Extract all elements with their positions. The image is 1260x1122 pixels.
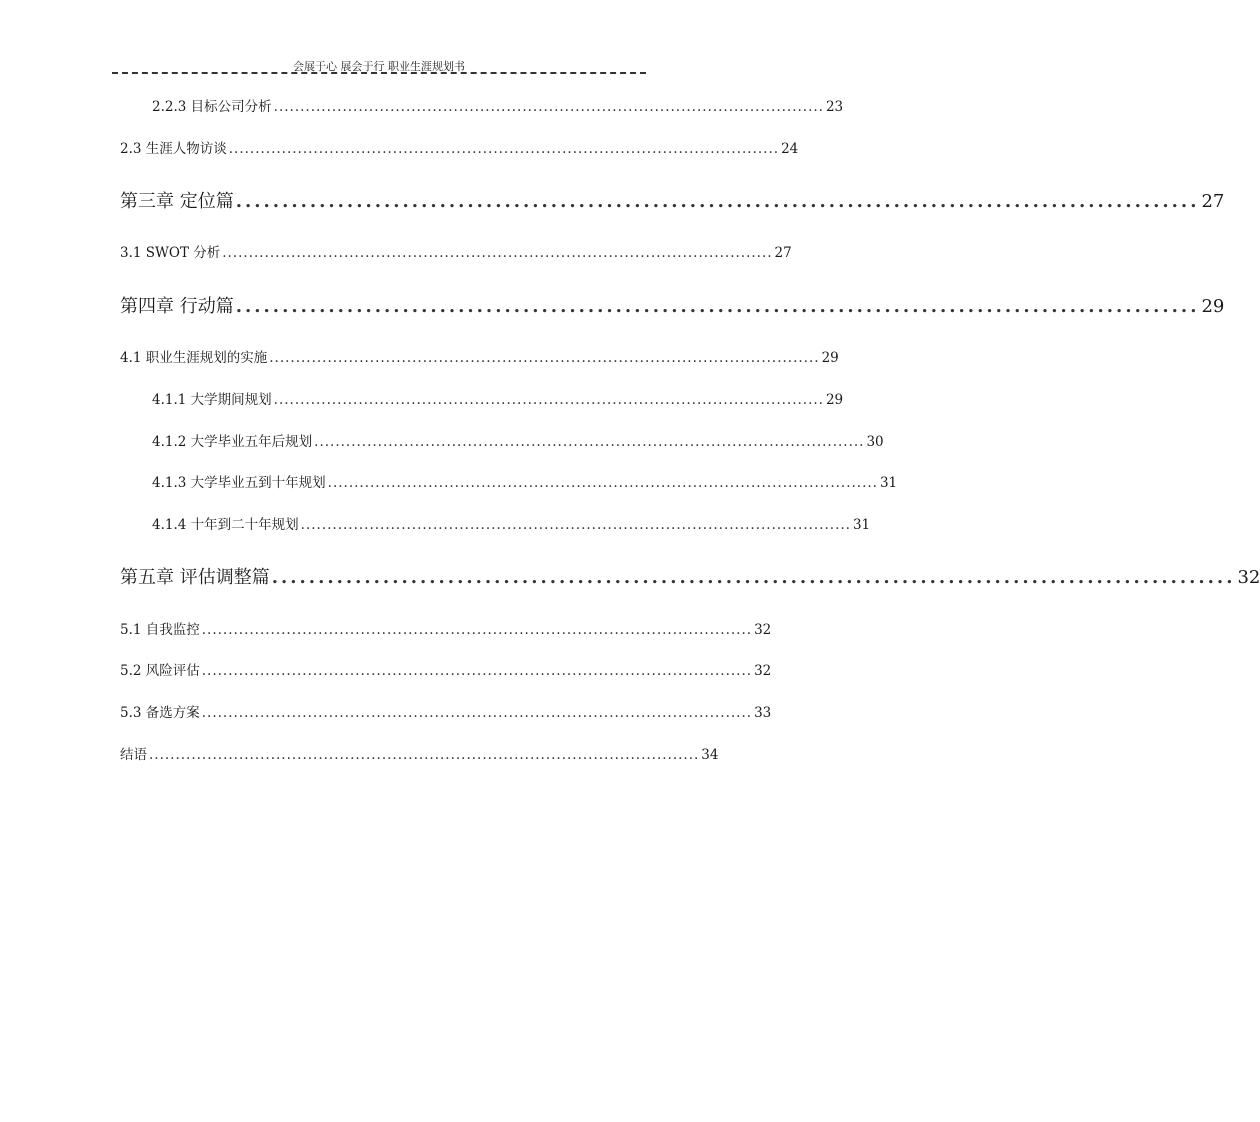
toc-entry-label: 3.1 SWOT 分析	[120, 245, 221, 261]
toc-leader-dots: ........................................................................................................	[235, 296, 1200, 317]
toc-entry-page: 27	[774, 245, 792, 261]
toc-entry-page: 33	[754, 705, 772, 721]
toc-entry[interactable]	[120, 618, 772, 638]
toc-entry-page: 30	[866, 434, 884, 450]
toc-entry[interactable]	[120, 137, 799, 157]
toc-leader-dots: ........................................................................................................	[222, 245, 773, 261]
toc-leader-dots: ........................................................................................................	[271, 567, 1236, 588]
toc-entry-page: 32	[1237, 567, 1260, 588]
toc-leader-dots: ........................................................................................................	[201, 622, 753, 638]
toc-leader-dots: ........................................................................................................	[235, 191, 1200, 212]
toc-entry-page: 27	[1201, 191, 1225, 212]
toc-entry[interactable]	[152, 95, 844, 115]
toc-entry[interactable]	[120, 743, 719, 763]
toc-entry[interactable]	[120, 241, 792, 261]
toc-leader-dots: ........................................................................................................	[201, 705, 753, 721]
toc-entry-label: 4.1.4 十年到二十年规划	[152, 517, 299, 533]
toc-chapter-entry[interactable]	[120, 292, 1225, 318]
toc-entry[interactable]	[152, 513, 871, 533]
toc-entry-page: 31	[852, 517, 871, 533]
toc-entry-label: 5.3 备选方案	[120, 705, 200, 721]
toc-entry-label: 2.2.3 目标公司分析	[152, 99, 272, 115]
toc-leader-dots: ........................................................................................................	[201, 663, 753, 679]
toc-leader-dots: ........................................................................................................	[228, 141, 780, 157]
toc-entry-label: 4.1.3 大学毕业五到十年规划	[152, 475, 326, 491]
toc-entry-label: 结语	[120, 747, 147, 763]
toc-chapter-entry[interactable]	[120, 563, 1260, 589]
toc-entry-page: 32	[754, 663, 772, 679]
toc-entry[interactable]	[152, 471, 898, 491]
toc-leader-dots: ........................................................................................................	[269, 350, 820, 366]
toc-entry-label: 第四章 行动篇	[120, 296, 234, 317]
toc-entry-label: 4.1 职业生涯规划的实施	[120, 350, 268, 366]
toc-entry[interactable]	[120, 659, 772, 679]
toc-entry-page: 23	[825, 99, 844, 115]
toc-leader-dots: ........................................................................................................	[314, 434, 865, 450]
toc-leader-dots: ........................................................................................................	[300, 517, 851, 533]
toc-entry[interactable]	[120, 701, 772, 721]
toc-leader-dots: ........................................................................................................	[273, 99, 824, 115]
toc-entry-page: 32	[754, 622, 772, 638]
toc-leader-dots: ........................................................................................................	[273, 392, 824, 408]
toc-chapter-entry[interactable]	[120, 187, 1225, 213]
toc-entry-label: 5.1 自我监控	[120, 622, 200, 638]
toc-entry[interactable]	[152, 430, 884, 450]
toc-entry-label: 第三章 定位篇	[120, 191, 234, 212]
toc-entry-label: 5.2 风险评估	[120, 663, 200, 679]
toc-entry-label: 4.1.1 大学期间规划	[152, 392, 272, 408]
toc-entry-page: 29	[821, 350, 839, 366]
toc-entry-page: 31	[879, 475, 898, 491]
toc-entry-page: 29	[825, 392, 844, 408]
toc-entry-page: 24	[781, 141, 799, 157]
toc-entry[interactable]	[120, 346, 839, 366]
running-header: 会展于心 展会于行 职业生涯规划书	[293, 60, 465, 73]
toc-entry-page: 29	[1201, 296, 1225, 317]
toc-entry-page: 34	[701, 747, 719, 763]
toc-entry-label: 4.1.2 大学毕业五年后规划	[152, 434, 313, 450]
toc-leader-dots: ........................................................................................................	[149, 747, 700, 763]
toc-entry[interactable]	[152, 388, 844, 408]
toc-entry-label: 第五章 评估调整篇	[120, 567, 270, 588]
toc-leader-dots: ........................................................................................................	[327, 475, 878, 491]
toc-entry-label: 2.3 生涯人物访谈	[120, 141, 227, 157]
